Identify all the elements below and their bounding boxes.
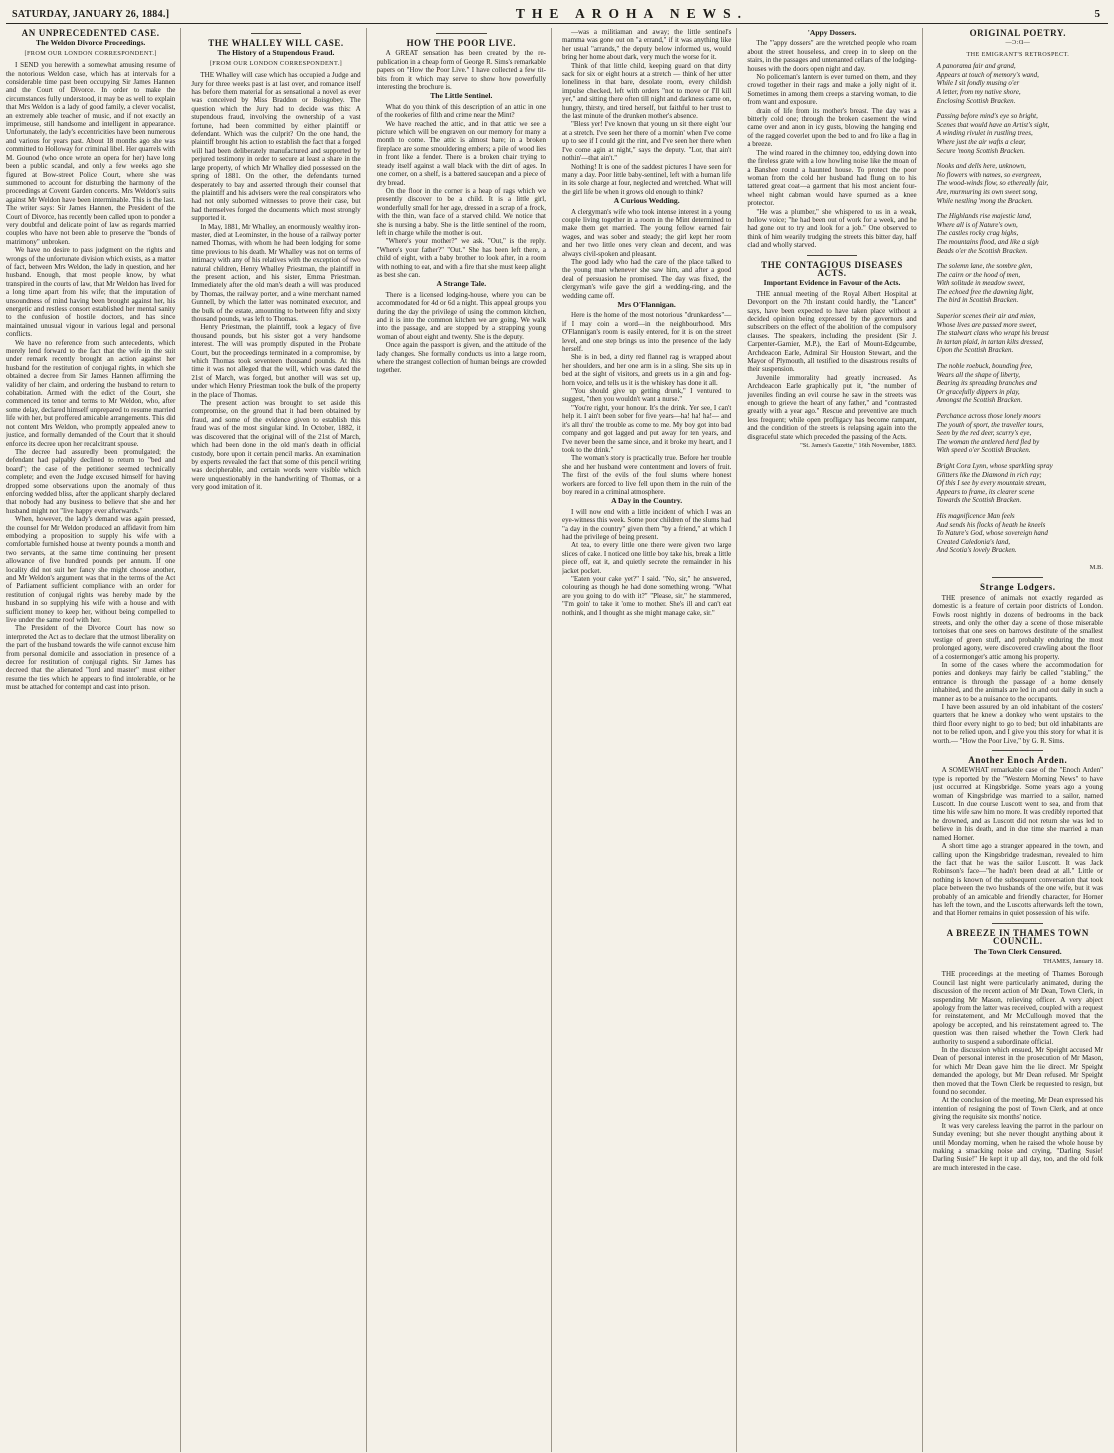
article-body-sorrow (562, 387, 731, 496)
poem-line: Wears all the shape of liberty, (936, 370, 1021, 379)
poem-line: The cairn or the hood of men, (936, 270, 1021, 279)
poem-line: The mountains flood, and like a sigh (936, 237, 1039, 246)
poem-line: The echoed free the dawning light, (936, 287, 1034, 296)
poem-line: Secure 'mong Scottish Bracken. (936, 146, 1025, 155)
column-3 (377, 28, 552, 1452)
paragraph: THE presence of animals not exactly regarded as domestic is a feature of certain poor districts of London. Fowls roost nightly in dozens of bedrooms in the back streets, and only the other day a scene of those miserable tortoises that one sees on barrows destitute of the smallest vestige of green stuff, and probably enduring the most prolonged agony, were discovered crawling about the floor of a costermonger's attic among his property. (932, 593, 1103, 661)
poem-line: Whose lives are passed more sweet, (936, 320, 1037, 329)
column-rule (436, 33, 487, 34)
paragraph: In May, 1881, Mr Whalley, an enormously wealthy iron-master, died at Leominster, in the house of a railway porter named Thomas, with whom he had been lodging for some time previous to his death. Mr Whalley was not on terms of intimacy with any of his relatives with the exception of two natural children, Henry Whalley Priestman, the plaintiff in the present action, and his sister, Emma Priestman. Immediately after the old man's death a will was produced by Thomas, the railway porter, and a wine merchant named Gunnell, by which the latter was nominated executor, and the bulk of the estate, amounting to between fifty and sixty thousand pounds, was left to Thomas. (191, 222, 361, 323)
article-heading-contagious: THE CONTAGIOUS DISEASES ACTS. (761, 259, 903, 278)
poem-line: Appears to frame, its clearer scene (936, 487, 1035, 496)
poem-line: The stalwart clans who wrapt his breast (936, 329, 1049, 338)
poem-line: The solemn lane, the sombre glen, (936, 262, 1033, 271)
paragraph: The "'appy dossers" are the wretched people who roam about the street houseless, and creep in to sleep on the stairs, in the passages and untenanted cellars of the lodging-houses with the doors open night and day. (747, 39, 917, 73)
poem-line: Where all is of Nature's own, (936, 220, 1018, 229)
section-body-mrs-oflannigan (562, 311, 731, 387)
paragraph: We have reached the attic, and in that attic we see a picture which will be engraven on our memory for many a month to come. The attic is almost bare; in a broken fireplace are some smouldering embers; a pile of wood lies in front like a fender. There is a broken chair trying to steady itself against a wall black with the dirt of ages. In one corner, on a shelf, is a battered saucepan and a piece of dry bread. (376, 119, 546, 187)
paragraph: The wind roared in the chimney too, eddying down into the fireless grate with a low howling noise like the moan of a Banshee round a haunted house. To protect the poor woman from the cold her husband had flung on to his tattered great coat—a garment that his most ancient four-wheel night cabman would have spurned as a knee protector. (747, 148, 917, 208)
poem-line: With speed o'er Scottish Bracken. (936, 446, 1031, 455)
poem-line: The Highlands rise majestic land, (936, 212, 1032, 221)
stanza-gap (933, 455, 1103, 462)
paragraph: "Where's your mother?" we ask. "Out," is the reply. "Where's your father?" "Out." She has been left there, a child of eight, with a baby brother to look after, in a room with nothing to eat, and with a fire that she must keep alight as best she can. (376, 237, 546, 279)
paragraph: "Eaten your cake yet?" I said. "No, sir," he answered, colouring as though he had done something wrong. "What are you going to do with it?" "Please, sir," he stammered, "I'm goin' to take it 'ome to mother. She's ill and can't eat nothink, and I thought as she might manage cake, sir." (561, 575, 732, 617)
paragraph: —was a militiaman and away; the little sentinel's mamma was gone out on "a errand," if it was anything like her usual "arrands," the deputy below informed us, would bring her home about dark, very much the worse for it. (561, 28, 732, 62)
poem-line: Aud sends his flocks of heath he kneels (936, 520, 1046, 529)
paragraph: We have no desire to pass judgment on the rights and wrongs of the unfortunate division which exists, as a matter of fact, between Mrs Weldon, the lady in question, and her husband. Enough, that most people know, by what transpired in the courts of law, that Mr Weldon has lived for a long time apart from his wife; that the imputation of unsoundness of mind having been brought against her, his energetic and restless consort established her mental sanity to the confusion of hostile doctors, and has since maintained unusual vigour in various legal and personal conflicts. (6, 246, 176, 339)
poem-line: The woman the antlered herd fled by (936, 437, 1040, 446)
page-number: 5 (1094, 8, 1100, 20)
poem-line: Enclosing Scottish Bracken. (936, 96, 1016, 105)
paragraph: On the floor in the corner is a heap of rags which we presently discover to be a child. It is a little girl, wonderfully small for her age, dressed in a scrap of a frock, with the thin, wan face of a starved child. We notice that she is nursing a baby. She is the little sentinel of the room, left in charge while the mother is out. (376, 186, 546, 237)
poem-line: Beads o'er the Scottish Bracken. (936, 246, 1028, 255)
article-subheading-whalley: The History of a Stupendous Fraud. (217, 48, 335, 58)
paragraph: THE Whalley will case which has occupied a Judge and Jury for three weeks past is at last over, and romance itself has before them material for as sensational a novel as ever was conceived by Miss Braddon or Boisgobey. The question which the Jury had to decide was this: A stupendous fraud, involving the ownership of a vast fortune, had been committed by either plaintiff or defendant. Which was the culprit? On the one hand, the plaintiff brought his action to establish the fact that a forged will had been deliberately manufactured and supported by perjured testimony in order to secure at least a share in the large property, of which Mr Whalley died possessed on the spring of 1881. On the other, the defendants turned desperately to bay and asserted through their counsel that the plaintiff and his advisers were the real conspirators who had not only suborned witnesses to prove their case, but had themselves forged the documents which most strongly supported it. (191, 71, 361, 223)
stanza-gap (933, 355, 1103, 362)
poem-line: Passing before mind's eye so bright, (936, 112, 1038, 121)
column-rule (251, 33, 302, 34)
section-title-curious-wedding: A Curious Wedding. (613, 196, 680, 206)
poem-line: Bright Cora Lynn, whose sparkling spray (936, 461, 1053, 470)
article-heading-thames: A BREEZE IN THAMES TOWN COUNCIL. (946, 927, 1089, 947)
paragraph: No policeman's lantern is ever turned on them, and they crowd together in their rags and make a jolly night of it. Sometimes in among them creeps a starving woman, to die from want and exposure. (747, 73, 917, 107)
poem-line: The wood-winds flow, so ethereally fair, (936, 179, 1049, 188)
section-title-day-in-country: A Day in the Country. (611, 496, 683, 506)
poem-line: The noble roebuck, bounding free, (936, 362, 1033, 371)
article-body-lodgers (933, 594, 1103, 745)
article-intro-poor: A GREAT sensation has been created by the re-publication in a cheap form of George R. Sims's remarkable papers on "How the Poor Live." I have collected a few tit-bits from it which may serve to show how powerfully interesting the brochure is. (376, 49, 546, 92)
poem-line: Nooks and dells here, unknown, (936, 162, 1026, 171)
poem-line: Created Caledonia's land, (936, 537, 1011, 546)
stanza-gap (933, 505, 1103, 512)
article-body-contagious (747, 290, 916, 441)
section-title-strange-tale: A Strange Tale. (436, 279, 487, 289)
poem-line: Amongst the Scottish Bracken. (936, 396, 1023, 405)
poem-line: In tartan plaid, in tartan kilts dressed, (936, 337, 1044, 346)
column-rule (992, 750, 1043, 751)
poem-line: To Nature's God, whose sovereign hand (936, 529, 1048, 538)
stanza-gap (933, 555, 1103, 562)
section-title-appy-dossers: 'Appy Dossers. (807, 28, 857, 37)
poem-line: Are, murmuring its own sweet song, (936, 187, 1038, 196)
paragraph: In the discussion which ensued, Mr Speight accused Mr Dean of personal interest in the prosecution of Mr Mason, for which Mr Dean gave him the lie direct. Mr Speight demanded the apology, but Mr Dean refused. Mr Speight then moved that the Town Clerk be requested to resign, but found no seconder. (932, 1046, 1103, 1097)
paragraph: In some of the cases where the accommodation for ponies and donkeys may fairly be called "stabling," the entrance is through the passage of a home densely inhabited, and the animals are led in and out daily in such a manner as to be a nuisance to the occupants. (932, 660, 1103, 703)
poem-line: Where just the air wafts a clear, (936, 137, 1026, 146)
column-6 (933, 28, 1108, 1452)
article-body-whalley (191, 71, 360, 491)
paragraph: She is in bed, a dirty red flannel rag is wrapped about her shoulders, and her one arm is in a sling. She sits up in bed at the sight of visitors, and greets us in a gin and fog-horn voice, and tells us it is the whiskey has done it all. (561, 353, 732, 387)
stanza-gap (933, 105, 1103, 112)
article-heading-poetry: ORIGINAL POETRY. (969, 28, 1067, 38)
section-body-appy-dossers (747, 39, 916, 106)
poem-line: Bearing its spreading branches and (936, 379, 1037, 388)
column-rule (807, 255, 858, 256)
poem-line: Superior scenes their air and mien, (936, 312, 1036, 321)
article-body-drain (747, 107, 916, 250)
poem-line: Seen by the red deer, scurry's eye, (936, 429, 1032, 438)
newspaper-title: THE AROHA NEWS. (515, 6, 748, 21)
stanza-gap (933, 405, 1103, 412)
paragraph: When, however, the lady's demand was again pressed, the counsel for Mr Weldon produced an affidavit from him embodying a proposition to supply his wife with a comfortable furnished house at twenty pounds a month and two servants, at the same time continuing her present allowance of five hundred pounds per annum. If one locality did not suit her fancy she might choose another, and Mr Weldon's argument was that in the terms of the Act of Parliament sufficient compliance with an order for restitution of conjugal rights was hereby made by the husband in so supplying his wife with a house and with sufficient money to keep her, without being compelled to live under the same roof with her. (6, 515, 176, 625)
paragraph: At the conclusion of the meeting, Mr Dean expressed his intention of resigning the post of Town Clerk, and at once giving the requisite six months' notice. (932, 1096, 1103, 1122)
article-heading-arden: Another Enoch Arden. (968, 755, 1068, 766)
paragraph: It was very careless leaving the parrot in the parlour on Sunday evening; but she never thought anything about it until Monday morning, when he raised the whole house by making a smacking noise and crying, "Darling Susie! Darling Susie!" He kept it up all day, too, and the old folk are much interested in the case. (932, 1121, 1103, 1172)
stanza-gap (933, 205, 1103, 212)
issue-date: SATURDAY, JANUARY 26, 1884.] (12, 8, 170, 20)
poem-line: The bird in Scottish Bracken. (936, 296, 1019, 305)
poem-line: No flowers with names, so evergreen, (936, 170, 1042, 179)
article-subheading-weldon: The Weldon Divorce Proceedings. (36, 38, 146, 48)
article-body-arden (933, 766, 1103, 917)
poem-line: While nestling 'mong the Bracken. (936, 196, 1033, 205)
poem-line: The castles rocky crag highs, (936, 229, 1019, 238)
byline-weldon: [FROM OUR LONDON CORRESPONDENT.] (24, 49, 157, 57)
byline-whalley: [FROM OUR LONDON CORRESPONDENT.] (209, 59, 343, 67)
paragraph: Once again the passport is given, and the attitude of the lady changes. She formally conducts us into a large room, where the strangest collection of human beings are crowded together. (376, 341, 546, 375)
section-body-day-in-country (562, 508, 731, 617)
poem-line: Or gracefully dippers in play, (936, 387, 1020, 396)
paragraph: THE proceedings at the meeting of Thames Borough Council last night were particularly animated, during the discussion of the recent action of Mr Dean, Town Clerk, in suspending Mr Mason, relieving officer. A very abject apology from the latter was received, coupled with a request for reinstatement, and Mr McCullough moved that the apology be accepted, and his reinstatement agreed to. The question was then raised whether the Town Clerk had authority to suspend a subordinate official. (932, 970, 1103, 1046)
poem-line: His magnificence Man feels (936, 511, 1015, 520)
paragraph: What do you think of this description of an attic in one of the rookeries of filth and crime near the Mint? (376, 102, 546, 120)
article-heading-lodgers: Strange Lodgers. (980, 582, 1056, 593)
section-body-strange-tale (377, 291, 546, 375)
source-dateline: "St. James's Gazette," 16th November, 1883. (800, 442, 917, 450)
paragraph: The present action was brought to set aside this compromise, on the ground that it had been obtained by fraud, and some of the evidence given to establish this fraud was of the most singular kind. In October, 1882, it was discovered that the original will of the 21st of March, which had been done in the old man's death in official custody, bore upon it certain pencil marks. An examination by experts revealed the fact that some of this pencil writing was decipherable, and certain words were visible which were unquestionably in the handwriting of Thomas, or a very good imitation of it. (191, 399, 361, 492)
columns (6, 28, 1108, 1452)
column-4 (562, 28, 737, 1452)
paragraph: "He was a plumber," she whispered to us in a weak, hollow voice; "he had been out of work for a week, and he had gone out to try and look for a job." One observed to think of him wearily trudging the streets this bitter day, half clad and wholly starved. (747, 207, 917, 250)
paragraph: We have no reference from such antecedents, which merely lend forward to the fact that the wife in the suit under remark recently brought an action against her husband for the restitution of conjugal rights, in which she obtained a decree from Sir James Hannen affirming the validity of her claim, and ordering the husband to return to cohabitation. Armed with the edict of the Court, she commenced its tenor and terms to Mr Weldon, who, after some delay, declared himself unprepared to resume married life with her, but proffered amicable arrangements. This did not content Mrs Weldon, who promptly appealed anew to justice, and formally demanded of the Court that it should enforce its decree upon her recalcitrant spouse. (6, 338, 176, 448)
poetry-ornament: —Ɔ:Ɑ— (1005, 39, 1031, 47)
paragraph: A short time ago a stranger appeared in the town, and calling upon the Kingsbridge tradesman, revealed to him the fact that he was the sailor Luscott. It was Jack Robinson's face—"he hadn't been dead at all." Little or nothing is known of the subsequent conversation that took place between the two husbands of the one wife, but it was probably of an amicable and friendly character, for Horner has left the town, and the Luscotts afterwards left the town, and that Horner remains in quiet possession of his wife. (932, 842, 1103, 918)
paragraph: There is a licensed lodging-house, where you can be accommodated for 4d or 6d a night. This appeal groups you during the day the privilege of using the common kitchen, and it is into the common kitchen we are going. We walk into the passage, and are stopped by a strapping young woman of about eight and twenty. She is the deputy. (376, 290, 546, 341)
article-heading-whalley: THE WHALLEY WILL CASE. (208, 38, 344, 48)
paragraph: The good lady who had the care of the place talked to the young man whenever she saw him, and after a good deal of persuasion he promised. The day was fixed, the clergyman's wife gave the girl a wedding-ring, and the wedding came off. (561, 257, 732, 300)
poem-line: The youth of sport, the traveller tours, (936, 420, 1044, 429)
paragraph: THE annual meeting of the Royal Albert Hospital at Devonport on the 7th instant could hardly, the "Lancet" says, have been expected to have taken place without a decided opinion being expressed by the governors and subscribers on the effect of the abolition of the compulsory clauses. The speakers, including the president (Sir J. Carpenter-Garnier, M.P.), the Earl of Mount-Edgcumbe, Archdeacon Earle, Admiral Sir Houston Stewart, and the Mayor of Plymouth, all testified to the disastrous results of their suspension. (747, 289, 917, 374)
paragraph: I will now end with a little incident of which I was an eye-witness this week. Some poor children of the slums had "a day in the country" given them "by a friend," at which I had the privilege of being present. (561, 507, 732, 541)
stanza-gap (933, 155, 1103, 162)
poem-line: A letter, from my native shore, (936, 88, 1021, 96)
poem-line: While I sit fondly musing o'er (936, 79, 1020, 88)
column-rule (992, 577, 1043, 578)
section-title-little-sentinel: The Little Sentinel. (430, 91, 493, 101)
poem-line: Appears at touch of memory's wand, (936, 70, 1039, 79)
paragraph: The woman's story is practically true. Before her trouble she and her husband were contentment and lovers of fruit. The first of the evils of the foul slums where honest workers are forced to live fell upon them in the ruin of the boy reared in a criminal atmosphere. (561, 454, 732, 496)
poem-body (933, 62, 1103, 562)
poem-title: THE EMIGRANT'S RETROSPECT. (966, 50, 1070, 58)
paragraph: The President of the Divorce Court has now so interpreted the Act as to declare that the utmost liberality on the part of the husband towards the wife cannot excuse him from personal domicile and association in presence of a decree for restitution of conjugal rights. Sir James has decreed that the alienated "lord and master" must either resume the ties which he appears to find intolerable, or he must be attached for contempt and cast into prison. (6, 624, 176, 692)
poem-line: And Scotia's lovely Bracken. (936, 546, 1017, 555)
article-body-drink (562, 28, 731, 196)
paragraph: Juvenile immorality had greatly increased. As Archdeacon Earle graphically put it, "the number of juveniles finding an evil course he saw in the streets was enough to grieve the heart of any father," and "contrasted greatly with a year ago." Rescue and preventive are much less frequent; while open profligacy has become rampant, and the condition of the streets is relapsing again into the disgraceful state which preceded the passing of the Acts. (747, 373, 917, 441)
column-rule (992, 923, 1043, 924)
paragraph: The decree had assuredly been promulgated; the defendant had palpably declined to return to "bed and board"; the case of the petitioner seemed technically complete; and even the Judge excused himself for having dropped some observations upon the anomaly of thus enforcing wedded bliss, after the applicant sharply declared that nobody had any business to believe that she and her husband might not "live happy ever afterwards." (6, 447, 176, 515)
article-body-thames (933, 970, 1103, 1172)
paragraph: Henry Priestman, the plaintiff, took a legacy of five thousand pounds, but his sister got a very handsome interest. The will was promptly disputed in the Probate Court, but the proceedings terminated in a compromise, by which Thomas took seventeen thousand pounds. At this time it was not alleged that the will, which was dated the 21st of March, was forged, but another will was set up, under which Henry Priestman took the bulk of the property in the place of Thomas. (191, 323, 361, 399)
masthead (6, 4, 1108, 24)
paragraph: Nothing! It is one of the saddest pictures I have seen for many a day. Poor little baby-sentinel, left with a human life in its sole charge at four, neglected and wretched. What will the girl life be when it grows old enough to think? (561, 162, 732, 196)
paragraph: At tea, to every little one there were given two large slices of cake. I noticed one little boy take his, break a little piece off, eat it, and quietly secrete the remainder in his jacket pocket. (561, 541, 732, 575)
column-1 (6, 28, 181, 1452)
article-subheading-contagious: Important Evidence in Favour of the Acts. (763, 278, 901, 288)
thames-dateline: THAMES, January 18. (1043, 957, 1103, 965)
paragraph: Think of that little child, keeping guard on that dirty sack for six or eight hours at a stretch — think of her utter loneliness in that bare, desolate room, every childish impulse checked, left with orders "not to move or I'll kill yer," and sitting there often till night and darkness came on, hungry, thirsty, and tired herself, but faithful to her trust to the last minute of the drunken mother's absence. (561, 61, 732, 121)
poem-signature: M.B. (1089, 563, 1103, 571)
paragraph: I have been assured by an old inhabitant of the costers' quarters that he knew a donkey who went upstairs to the third floor every night to go to bed; but old inhabitants are not to be relied upon, and I give you this story for what it is worth.— "How the Poor Live," by G. R. Sims. (932, 703, 1103, 745)
poem-line: Of this I see by every mountain stream, (936, 479, 1047, 488)
paragraph: drain of life from its mother's breast. The day was a bitterly cold one; through the broken casement the wind came over and anon in icy gusts, blowing the hanging end of the ragged coverlet upon the bed to and fro like a flag in a breeze. (747, 106, 917, 149)
poem-line: Upon the Scottish Bracken. (936, 346, 1014, 355)
section-title-mrs-oflannigan: Mrs O'Flannigan. (617, 300, 676, 309)
article-subheading-thames: The Town Clerk Censured. (974, 946, 1062, 956)
poem-line: A panorama fair and grand, (936, 62, 1016, 71)
paragraph: "You should give up getting drunk," I ventured to suggest, "then you wouldn't want a nurse." (561, 387, 732, 404)
poem-line: Scenes that would have an Artist's sight, (936, 120, 1050, 129)
section-body-curious-wedding (562, 208, 731, 300)
section-body-little-sentinel (377, 103, 546, 280)
poem-line: A winding rivulet in rustling trees, (936, 129, 1033, 138)
paragraph: I SEND you herewith a somewhat amusing resume of the notorious Weldon case, which has at intervals for a considerable time past been occupying Sir James Hannen and the Court of Divorce. In order to make the circumstances fully understood, it may be as well to explain that Mrs Weldon is a lady of good family, a clever vocalist, an extremely able teacher of music, and if not exactly an imprimeuse, still handsome and intelligent in appearance. Unfortunately, the lady's eccentricities have been numerous and various for years past. About 18 months ago she was committed to Holloway for criminal libel. Her quarrels with M. Gounod (who once wrote an opera for her) have long been a public scandal, and only a few weeks ago she figured at Bow-street Police Court, where she was summoned to account for disturbing the harmony of the proceedings at Covent Garden concerts. Mrs Weldon's suits against Mr Weldon have been interminable. This is the last. The writer says: Sir James Hannen, the President of the Court of Divorce, has recently been called upon to ponder a very doubtful and delicate point of law as regards married couples who have not been able to preserve the "bonds of matrimony" unbroken. (6, 61, 176, 246)
stanza-gap (933, 255, 1103, 262)
column-2 (191, 28, 366, 1452)
paragraph: "Bless yer! I've known that young un sit there eight 'our at a stretch. I've seen her there of a mornin' when I've come up to see if I could git the rint, and I've seen her there when I've come agin at night," says the deputy. "Lor, that ain't nothin'—that ain't." (561, 120, 732, 163)
column-5 (747, 28, 922, 1452)
article-heading-poor: HOW THE POOR LIVE. (406, 38, 517, 48)
stanza-gap (933, 305, 1103, 312)
paragraph: Here is the home of the most notorious "drunkardess"—if I may coin a word—in the neighbourhood. Mrs O'Flannigan's room is easily entered, for it is on the street level, and one step brings us into the presence of the lady herself. (561, 311, 732, 354)
paragraph: A SOMEWHAT remarkable case of the "Enoch Arden" type is reported by the "Western Morning News" to have just occurred at Kingsbridge. Some years ago a young woman of Kingsbridge was married to a sailor, named Luscott. In due course Luscott went to sea, and from that time his wife saw him no more. It was credibly reported that he drowned, and as Luscott did not return she was led to believe in his death, and in due time she married a man named Horner. (932, 766, 1103, 842)
article-heading-weldon: AN UNPRECEDENTED CASE. (21, 28, 160, 38)
paragraph: A clergyman's wife who took intense interest in a young couple living together in a room in the Mint determined to make them get married. The young fellow earned fair wages, and was sober and steady; the girl kept her room and her two little ones very clean and decent, and was always civil-spoken and pleasant. (561, 207, 732, 258)
paragraph: "You're right, your honour. It's the drink. Yer see, I can't help it. I ain't been sober for five years—ha! ha! ha!— and it's all thro' the trouble as come to me. My boy got into bad company and got lagged and put away for ten years, and I've never been the same since, and it broke my heart, and I took to the drink." (561, 403, 732, 454)
poem-line: Glitters like the Diamond in rich ray; (936, 470, 1042, 479)
article-body-weldon (6, 61, 175, 691)
poem-line: With solitude in meadow sweet, (936, 279, 1025, 288)
poem-line: Perchance across those lonely moors (936, 412, 1041, 420)
poem-line: Towards the Scottish Bracken. (936, 496, 1022, 505)
